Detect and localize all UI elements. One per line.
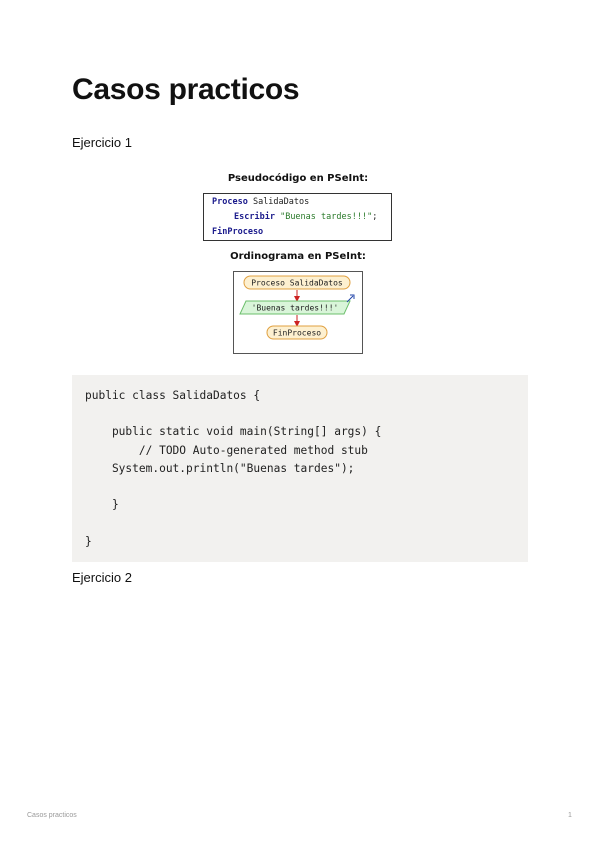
java-code-block <box>72 375 528 562</box>
flowchart-box <box>233 271 363 354</box>
code-line: // TODO Auto-generated method stub <box>85 443 368 457</box>
flowchart-output-label: 'Buenas tardes!!!' <box>251 303 339 313</box>
flowchart-caption: Ordinograma en PSeInt: <box>230 251 366 262</box>
page-title: Casos practicos <box>72 73 300 106</box>
code-line <box>85 478 515 496</box>
output-string: "Buenas tardes!!!" <box>280 212 373 222</box>
flowchart-diagram <box>234 272 362 353</box>
pseudocode-box <box>203 193 392 241</box>
code-line: public static void main(String[] args) { <box>85 425 382 439</box>
section-heading-ejercicio-1: Ejercicio 1 <box>72 135 132 150</box>
statement-terminator: ; <box>372 212 378 222</box>
flowchart-end-label: FinProceso <box>272 328 322 338</box>
keyword-proceso: Proceso <box>212 197 248 207</box>
keyword-escribir: Escribir <box>234 212 275 222</box>
section-heading-ejercicio-2: Ejercicio 2 <box>72 570 132 585</box>
pseudocode-line-3 <box>212 225 391 240</box>
code-line: public class SalidaDatos { <box>85 389 261 402</box>
keyword-finproceso: FinProceso <box>212 227 264 237</box>
pseint-figure <box>196 170 400 356</box>
process-name: SalidaDatos <box>252 197 310 207</box>
code-line: System.out.println("Buenas tardes"); <box>85 461 355 475</box>
code-line: } <box>85 534 92 548</box>
code-line <box>85 405 515 423</box>
footer-document-title: Casos practicos <box>27 812 77 819</box>
pseudocode-caption: Pseudocódigo en PSeInt: <box>227 173 369 184</box>
code-line: } <box>85 498 119 512</box>
flowchart-start-label: Proceso SalidaDatos <box>251 278 343 288</box>
footer-page-number: 1 <box>568 812 572 819</box>
code-line <box>85 514 515 532</box>
pseudocode-line-2 <box>212 210 391 225</box>
pseudocode-line-1 <box>212 195 391 210</box>
